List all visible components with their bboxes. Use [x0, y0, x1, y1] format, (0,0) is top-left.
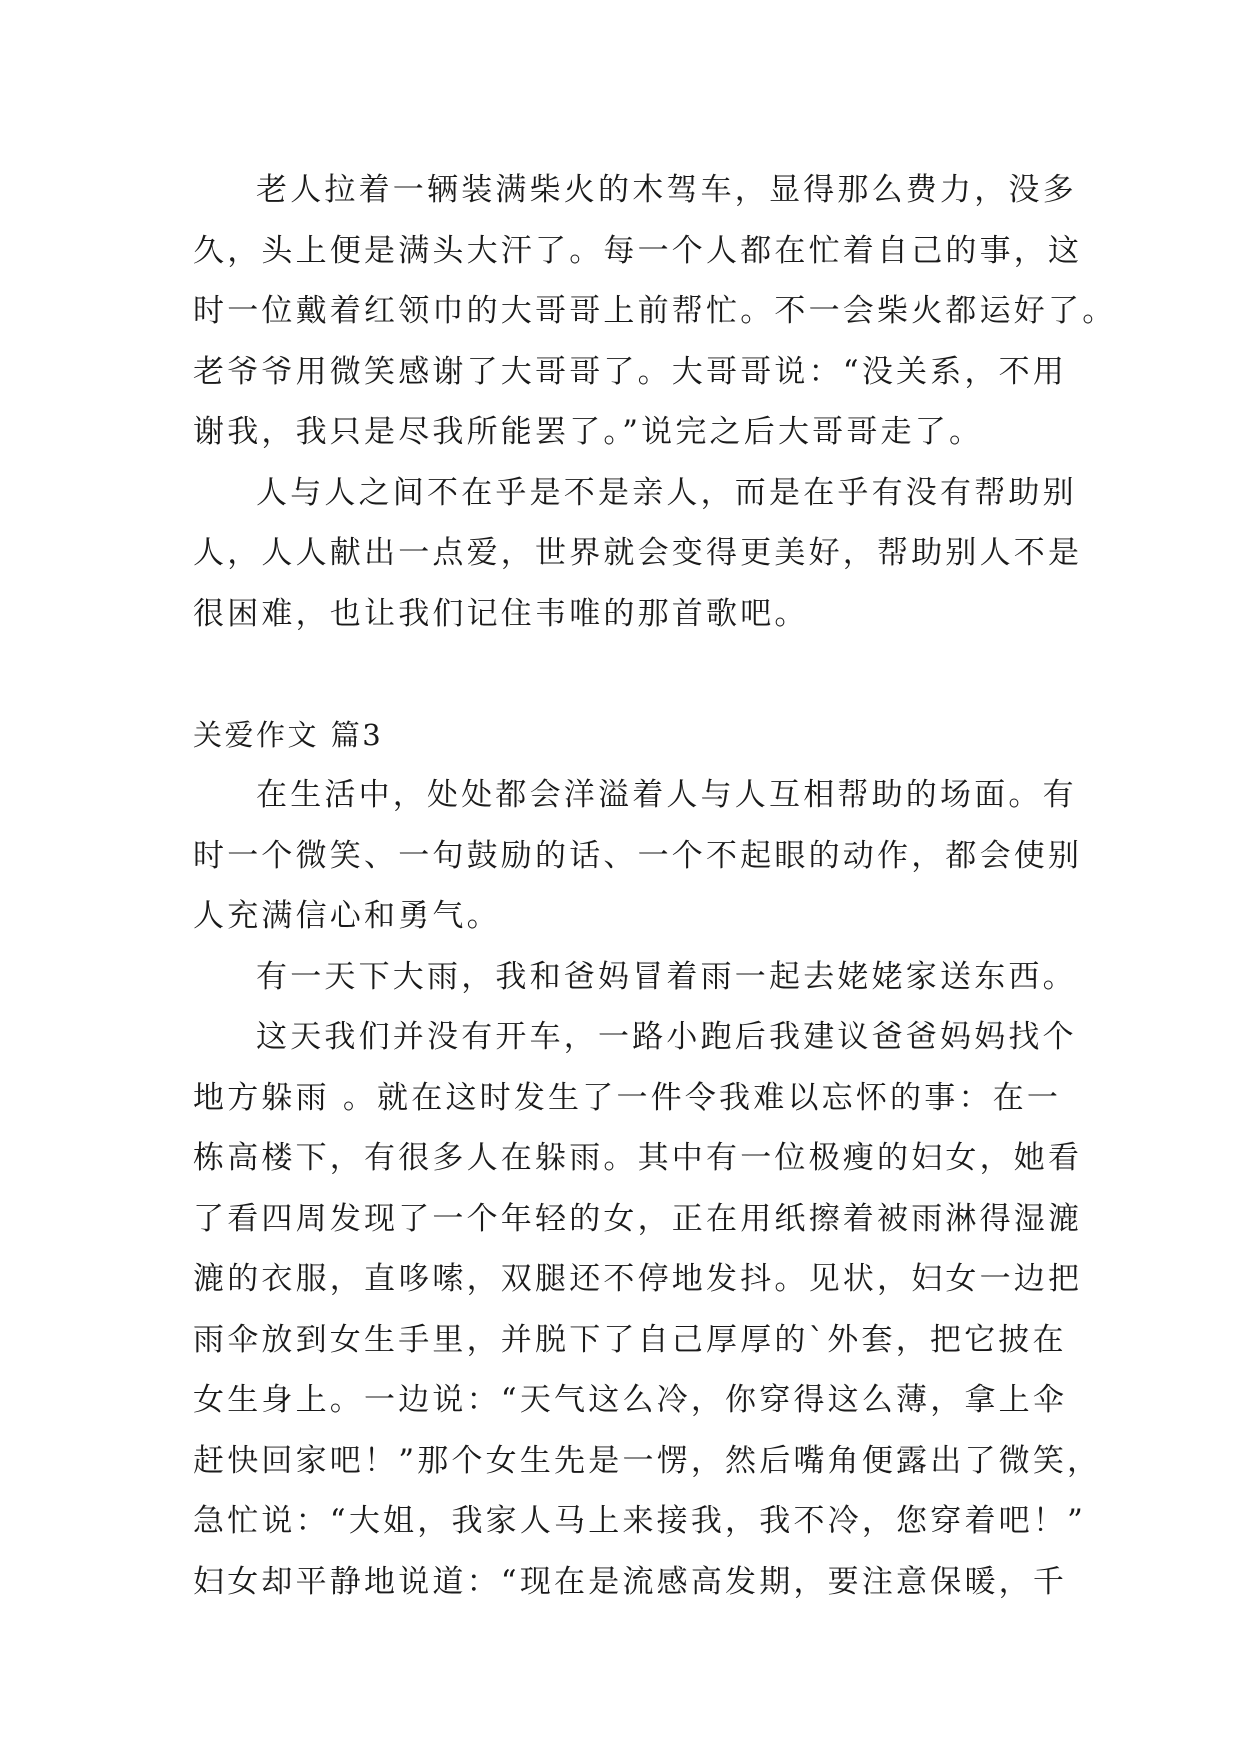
section-title: 关爱作文 篇3	[193, 717, 384, 752]
text-line: 谢我，我只是尽我所能罢了。”说完之后大哥哥走了。	[193, 414, 984, 450]
text-line: 栋高楼下，有很多人在躲雨。其中有一位极瘦的妇女，她看	[193, 1140, 1083, 1176]
paragraph-rainy-day	[193, 947, 1093, 1008]
text-line: 老人拉着一辆装满柴火的木驾车，显得那么费力，没多	[256, 172, 1077, 208]
text-line: 女生身上。一边说：“天气这么冷，你穿得这么薄，拿上伞	[193, 1382, 1068, 1418]
text-line: 地方躲雨 。就在这时发生了一件令我难以忘怀的事：在一	[193, 1079, 1062, 1116]
text-line: 在生活中，处处都会洋溢着人与人互相帮助的场面。有	[256, 777, 1077, 813]
paragraph-conclusion	[193, 463, 1093, 645]
text-line: 时一个微笑、一句鼓励的话、一个不起眼的动作，都会使别	[193, 837, 1083, 874]
paragraph-story	[193, 1007, 1102, 1612]
text-line: 很困难，也让我们记住韦唯的那首歌吧。	[193, 595, 809, 632]
text-line: 人与人之间不在乎是不是亲人，而是在乎有没有帮助别	[256, 474, 1077, 511]
text-line: 人充满信心和勇气。	[193, 898, 501, 934]
text-line: 久，头上便是满头大汗了。每一个人都在忙着自己的事，这	[193, 232, 1083, 269]
text-line: 赶快回家吧！”那个女生先是一愣，然后嘴角便露出了微笑，	[193, 1442, 1102, 1479]
text-line: 雨伞放到女生手里，并脱下了自己厚厚的`外套，把它披在	[193, 1321, 1067, 1358]
section-gap	[193, 644, 1093, 705]
paragraph-intro	[193, 765, 1093, 947]
document-body	[193, 160, 1117, 1612]
text-line: 妇女却平静地说道：“现在是流感高发期，要注意保暖，千	[193, 1563, 1068, 1600]
text-line: 漉的衣服，直哆嗦，双腿还不停地发抖。见状，妇女一边把	[193, 1261, 1083, 1297]
text-line: 有一天下大雨，我和爸妈冒着雨一起去姥姥家送东西。	[256, 958, 1077, 995]
paragraph-old-man	[193, 160, 1117, 463]
text-line: 了看四周发现了一个年轻的女，正在用纸擦着被雨淋得湿漉	[193, 1200, 1083, 1237]
text-line: 这天我们并没有开车，一路小跑后我建议爸爸妈妈找个	[256, 1019, 1077, 1055]
text-line: 急忙说：“大姐，我家人马上来接我，我不冷，您穿着吧！”	[193, 1503, 1087, 1539]
text-line: 时一位戴着红领巾的大哥哥上前帮忙。不一会柴火都运好了。	[193, 293, 1117, 329]
text-line: 老爷爷用微笑感谢了大哥哥了。大哥哥说：“没关系，不用	[193, 353, 1068, 390]
text-line: 人，人人献出一点爱，世界就会变得更美好，帮助别人不是	[193, 535, 1083, 571]
